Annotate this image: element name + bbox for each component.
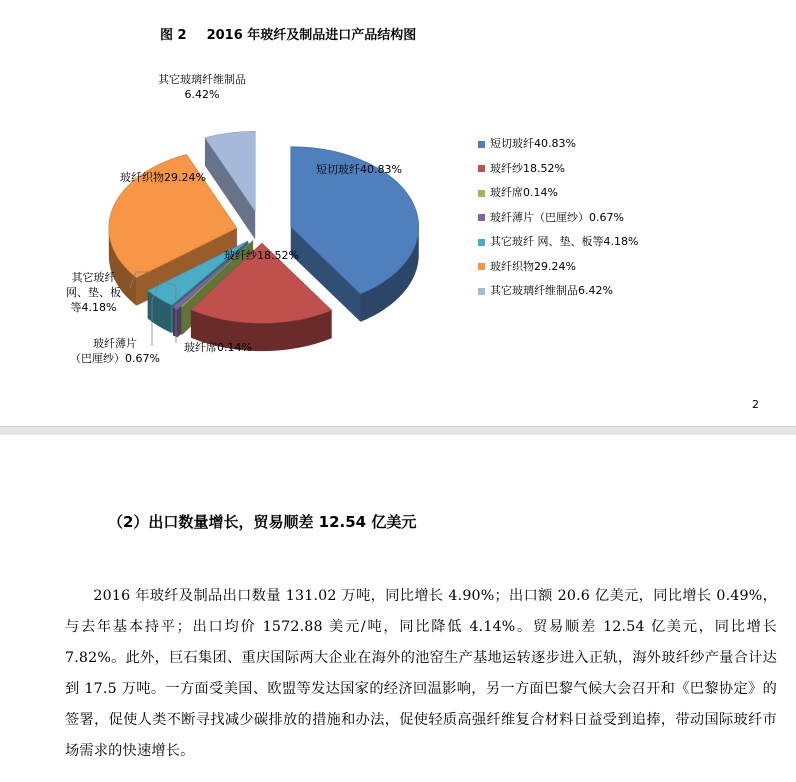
legend-label: 短切玻纤40.83% bbox=[490, 137, 576, 150]
body-paragraph: 2016 年玻纤及制品出口数量 131.02 万吨，同比增长 4.90%；出口额 20.6 亿美元，同比增长 0.49%，与去年基本持平；出口均价 1572.88 美元/吨，同比降低 4.14%。贸易顺差 12.54 亿美元，同比增长 7.82%。此外，巨石集团、重庆国际两大企业在海外的池窑生产基地运转逐步进入正轨，海外玻纤纱产量合计达到 17.5 万吨。一方面受美国、欧盟等发达国家的经济回温影响，另一方面巴黎气候大会召开和《巴黎协定》的签署，促使人类不断寻找减少碳排放的措施和办法，促使轻质高强纤维复合材料日益受到追捧，带动国际玻纤市场需求的快速增长。 bbox=[65, 588, 777, 759]
slice-label-chopped: 短切玻纤40.83% bbox=[316, 163, 402, 176]
legend-label: 玻纤席0.14% bbox=[490, 186, 558, 199]
slice-label-veil-line2: （巴厘纱）0.67% bbox=[70, 352, 160, 365]
slice-label-other-products-line2: 6.42% bbox=[184, 88, 220, 101]
chart-legend bbox=[478, 132, 638, 304]
slice-label-other-mesh-line1: 其它玻纤 bbox=[71, 271, 116, 284]
legend-swatch bbox=[478, 239, 485, 246]
figure-caption bbox=[160, 24, 416, 43]
legend-swatch bbox=[478, 165, 485, 172]
legend-item bbox=[478, 181, 638, 206]
legend-label: 玻纤纱18.52% bbox=[490, 161, 565, 175]
legend-swatch bbox=[478, 141, 485, 148]
slice-label-fabric: 玻纤织物29.24% bbox=[120, 171, 206, 184]
slice-label-veil-line1: 玻纤薄片 bbox=[92, 337, 137, 350]
section-heading: （2）出口数量增长，贸易顺差 12.54 亿美元 bbox=[108, 513, 417, 531]
legend-label: 玻纤薄片（巴厘纱）0.67% bbox=[490, 210, 624, 224]
document-page-lower bbox=[0, 435, 796, 782]
slice-label-other-products bbox=[158, 72, 246, 102]
legend-item bbox=[478, 230, 638, 255]
figure-title: 2016 年玻纤及制品进口产品结构图 bbox=[206, 28, 417, 43]
slice-label-yarn: 玻纤纱18.52% bbox=[224, 249, 299, 262]
legend-swatch bbox=[478, 263, 485, 270]
legend-label: 其它玻纤 网、垫、板等4.18% bbox=[490, 235, 639, 248]
slice-label-veil bbox=[70, 336, 160, 366]
slice-label-other-mesh-line2: 网、垫、板 bbox=[66, 286, 121, 299]
legend-item bbox=[478, 157, 638, 182]
legend-item bbox=[478, 132, 638, 157]
figure-number: 图 2 bbox=[160, 28, 187, 43]
legend-swatch bbox=[478, 288, 485, 295]
legend-label: 其它玻璃纤维制品6.42% bbox=[490, 284, 613, 297]
legend-swatch bbox=[478, 214, 485, 221]
legend-item bbox=[478, 255, 638, 280]
slice-label-other-mesh bbox=[66, 270, 121, 315]
slice-label-other-mesh-line3: 等4.18% bbox=[70, 301, 117, 314]
legend-item bbox=[478, 206, 638, 231]
legend-label: 玻纤织物29.24% bbox=[490, 259, 576, 273]
slice-label-other-products-line1: 其它玻璃纤维制品 bbox=[158, 73, 246, 86]
pie-slice-side bbox=[173, 307, 177, 337]
slice-label-mat: 玻纤席0.14% bbox=[184, 341, 252, 354]
page-number: 2 bbox=[752, 398, 759, 411]
legend-swatch bbox=[478, 190, 485, 197]
pie-slice-side bbox=[181, 306, 182, 334]
legend-item bbox=[478, 279, 638, 304]
